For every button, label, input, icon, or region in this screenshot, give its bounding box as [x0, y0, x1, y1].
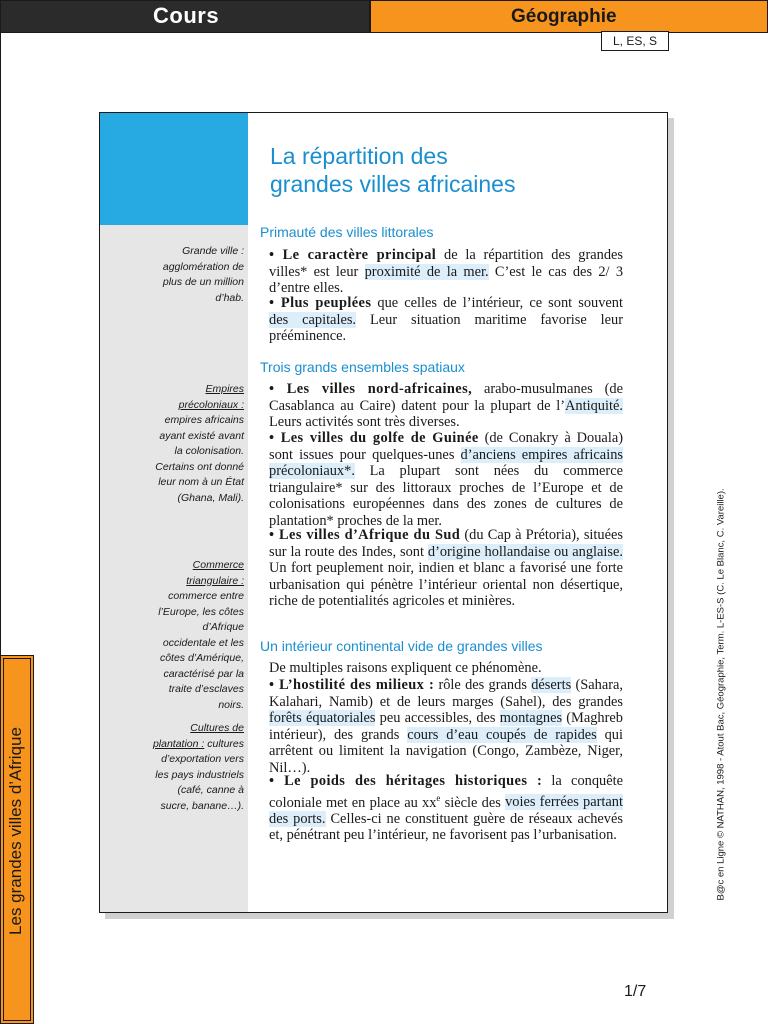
header-cours-label: Cours — [153, 3, 220, 28]
highlight: voies ferrées partant des ports. — [269, 794, 623, 827]
glossary-term: Cultures de plantation : — [152, 722, 244, 750]
page-number: 1/7 — [624, 983, 647, 1000]
glossary-term: Commerce triangulaire : — [186, 559, 244, 587]
title-line-1: La répartition des — [270, 143, 448, 169]
header-subject — [370, 0, 768, 33]
para-text: (du Cap à Prétoria), situées sur la route des Indes, sont — [269, 527, 623, 560]
paragraph — [269, 773, 623, 844]
page-title — [270, 142, 650, 198]
paragraph — [269, 677, 623, 776]
glossary-definition: commerce entre l’Europe, les côtes d’Afrique occidentale et les côtes d’Amérique, caractérisé par la traite d’esclaves noirs. — [158, 590, 244, 711]
highlight: montagnes — [499, 710, 563, 726]
para-text: (Maghreb intérieur), des grands — [269, 710, 624, 743]
highlight: Antiquité. — [565, 397, 623, 414]
paragraph — [269, 430, 623, 529]
highlight: d’origine hollandaise ou anglaise. — [427, 543, 623, 560]
series-badge: L, ES, S — [601, 31, 669, 51]
para-lead: • Les villes nord-africaines, — [269, 381, 473, 397]
para-lead: • Les villes d’Afrique du Sud — [269, 527, 461, 543]
highlight: cours d’eau coupés de rapides — [407, 726, 597, 743]
glossary-definition: empires africains ayant existé avant la colonisation. Certains ont donné leur nom à un État (Ghana, Mali). — [155, 414, 244, 504]
para-lead: • Le poids des héritages historiques : — [269, 773, 543, 789]
highlight: proximité de la mer. — [364, 263, 489, 280]
glossary-term: Empires précoloniaux : — [178, 383, 244, 411]
para-lead: • Le caractère principal — [269, 247, 437, 263]
title-accent-block — [100, 113, 248, 225]
highlight: d’anciens empires africains précoloniaux*. — [269, 446, 623, 479]
para-text: C’est le cas des 2/ 3 d’entre elles. — [269, 263, 624, 296]
para-text: Celles-ci ne constituent guère de réseaux achevés et, pénétrant peu l’intérieur, ne favorisent pas l’urbanisation. — [269, 810, 623, 844]
glossary-definition: agglomération de plus de un million d’hab. — [162, 260, 244, 304]
para-text: peu accessibles, des — [375, 710, 500, 726]
para-lead: • L’hostilité des milieux : — [269, 677, 435, 693]
highlight: des capitales. — [269, 311, 357, 328]
para-text: Leur situation maritime favorise leur prééminence. — [269, 311, 624, 344]
para-text: de la répartition des grandes villes* est leur — [269, 247, 623, 280]
glossary-term: Grande ville : — [182, 245, 244, 257]
para-text: qui arrêtent ou limitent la navigation (Congo, Zambèze, Niger, Nil…). — [269, 726, 623, 776]
paragraph — [269, 295, 623, 345]
para-text: siècle des — [440, 794, 506, 811]
para-text: que celles de l’intérieur, ce sont souvent — [371, 295, 624, 311]
para-text: rôle des grands — [434, 677, 532, 693]
section-heading-1: Primauté des villes littorales — [260, 224, 434, 240]
para-text: La plupart sont nées du commerce triangulaire* sur des littoraux proches de l’Europe et de colonisations européennes dans des zones de cultures de plantation* proches de la mer. — [269, 463, 623, 529]
highlight: forêts équatoriales — [269, 710, 376, 726]
para-text: la conquête coloniale met en place au xx — [269, 773, 623, 811]
para-text: (de Conakry à Douala) sont issues pour quelques-unes — [269, 430, 623, 463]
para-lead: • Plus peuplées — [269, 295, 372, 311]
paragraph — [269, 381, 623, 431]
section-heading-2: Trois grands ensembles spatiaux — [260, 359, 465, 375]
paragraph — [269, 247, 623, 297]
highlight: déserts — [531, 677, 572, 693]
para-text: (Sahara, Kalahari, Namib) et de leurs marges (Sahel), des grandes — [269, 677, 624, 710]
chapter-side-tab — [0, 655, 34, 1024]
para-text: Leurs activités sont très diverses. — [269, 414, 460, 430]
glossary-definition: cultures d’exportation vers les pays industriels (café, canne à sucre, banane…). — [155, 737, 244, 812]
paragraph-intro: De multiples raisons expliquent ce phénomène. — [269, 660, 542, 676]
para-text: Un fort peuplement noir, indien et blanc a favorisé une forte urbanisation qui pénètre l’intérieur oriental non désertique, riche de potentialités agricoles et minières. — [269, 560, 623, 609]
title-line-2: grandes villes africaines — [270, 171, 516, 197]
para-text: arabo-musulmanes (de Casablanca au Caire) datent pour la plupart de l’ — [269, 381, 623, 414]
header-subject-label: Géographie — [511, 6, 617, 27]
lesson-card — [99, 112, 668, 913]
paragraph — [269, 527, 623, 610]
side-tab-label: Les grandes villes d’Afrique — [6, 727, 25, 935]
superscript: e — [436, 792, 441, 803]
header-cours — [0, 0, 370, 33]
glossary-entry — [150, 244, 244, 306]
para-lead: • Les villes du golfe de Guinée — [269, 430, 479, 446]
glossary-entry — [150, 721, 244, 814]
section-heading-3: Un intérieur continental vide de grandes villes — [260, 638, 543, 654]
copyright-credit: B@c en Ligne © NATHAN, 1998 - Atout Bac, Géographie, Term. L-ES-S (C. Le Blanc, C. Vareille). — [715, 488, 727, 901]
glossary-entry — [150, 382, 244, 506]
glossary-entry — [150, 558, 244, 713]
